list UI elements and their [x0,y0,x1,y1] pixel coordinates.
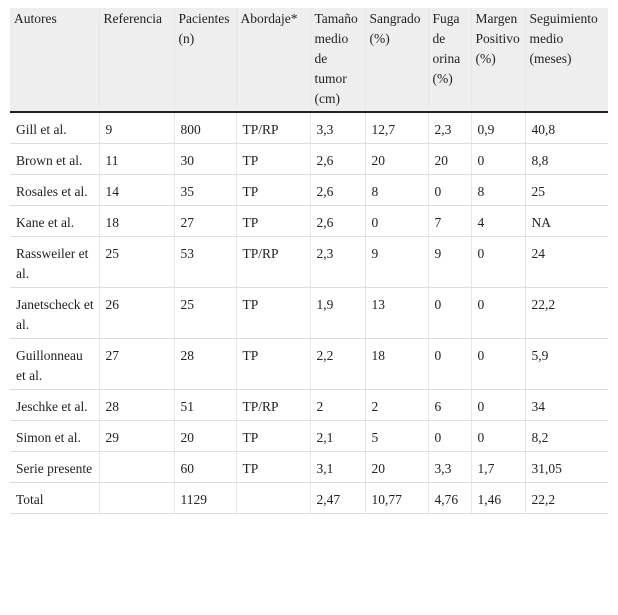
cell-abordaje: TP/RP [236,390,310,421]
cell-fuga: 0 [428,339,471,390]
cell-pacientes: 1129 [174,483,236,514]
header-pacientes: Pacientes (n) [174,8,236,112]
table-header [10,8,608,112]
cell-fuga: 0 [428,288,471,339]
cell-margen: 0 [471,288,525,339]
cell-margen: 1,46 [471,483,525,514]
cell-fuga: 4,76 [428,483,471,514]
cell-abordaje: TP [236,421,310,452]
table-row [10,421,608,452]
cell-margen: 0 [471,390,525,421]
cell-seguimiento: 22,2 [525,288,608,339]
cell-abordaje: TP [236,288,310,339]
cell-seguimiento: NA [525,206,608,237]
table-row [10,144,608,175]
cell-margen: 0 [471,339,525,390]
cell-referencia: 27 [99,339,174,390]
table-row [10,452,608,483]
cell-pacientes: 27 [174,206,236,237]
cell-seguimiento: 24 [525,237,608,288]
cell-autores: Janetscheck et al. [10,288,99,339]
cell-referencia: 25 [99,237,174,288]
cell-sangrado: 0 [365,206,428,237]
cell-margen: 0,9 [471,112,525,144]
cell-tamano: 2 [310,390,365,421]
table-row [10,339,608,390]
cell-referencia [99,452,174,483]
cell-pacientes: 28 [174,339,236,390]
header-seguimiento: Seguimiento medio (meses) [525,8,608,112]
cell-abordaje: TP/RP [236,237,310,288]
header-abordaje: Abordaje* [236,8,310,112]
cell-seguimiento: 31,05 [525,452,608,483]
cell-autores: Simon et al. [10,421,99,452]
table-row [10,237,608,288]
cell-seguimiento: 40,8 [525,112,608,144]
cell-sangrado: 20 [365,452,428,483]
cell-abordaje: TP [236,206,310,237]
cell-tamano: 3,1 [310,452,365,483]
table-row [10,483,608,514]
cell-pacientes: 53 [174,237,236,288]
cell-sangrado: 20 [365,144,428,175]
cell-seguimiento: 25 [525,175,608,206]
cell-sangrado: 18 [365,339,428,390]
table-row [10,175,608,206]
cell-margen: 0 [471,237,525,288]
cell-tamano: 2,6 [310,206,365,237]
cell-tamano: 2,1 [310,421,365,452]
header-autores: Autores [10,8,99,112]
cell-margen: 0 [471,144,525,175]
table-row [10,288,608,339]
cell-fuga: 0 [428,421,471,452]
cell-fuga: 6 [428,390,471,421]
cell-seguimiento: 5,9 [525,339,608,390]
cell-fuga: 2,3 [428,112,471,144]
results-table [10,8,608,514]
cell-tamano: 3,3 [310,112,365,144]
cell-fuga: 7 [428,206,471,237]
cell-fuga: 9 [428,237,471,288]
cell-abordaje: TP [236,452,310,483]
cell-abordaje: TP/RP [236,112,310,144]
cell-referencia: 28 [99,390,174,421]
cell-pacientes: 51 [174,390,236,421]
cell-autores: Gill et al. [10,112,99,144]
cell-pacientes: 800 [174,112,236,144]
header-row [10,8,608,112]
cell-tamano: 2,6 [310,144,365,175]
header-referencia: Referencia [99,8,174,112]
cell-margen: 1,7 [471,452,525,483]
cell-pacientes: 30 [174,144,236,175]
cell-sangrado: 2 [365,390,428,421]
cell-referencia: 18 [99,206,174,237]
table-row [10,390,608,421]
cell-seguimiento: 8,8 [525,144,608,175]
cell-abordaje: TP [236,339,310,390]
header-sangrado: Sangrado (%) [365,8,428,112]
cell-autores: Rosales et al. [10,175,99,206]
cell-margen: 0 [471,421,525,452]
cell-tamano: 2,3 [310,237,365,288]
header-fuga: Fuga de orina (%) [428,8,471,112]
cell-pacientes: 60 [174,452,236,483]
cell-margen: 4 [471,206,525,237]
cell-autores: Total [10,483,99,514]
cell-referencia: 26 [99,288,174,339]
cell-sangrado: 5 [365,421,428,452]
header-tamano: Tamaño medio de tumor (cm) [310,8,365,112]
cell-referencia: 9 [99,112,174,144]
cell-fuga: 3,3 [428,452,471,483]
cell-margen: 8 [471,175,525,206]
cell-fuga: 0 [428,175,471,206]
cell-abordaje [236,483,310,514]
cell-sangrado: 12,7 [365,112,428,144]
cell-seguimiento: 8,2 [525,421,608,452]
cell-abordaje: TP [236,175,310,206]
cell-seguimiento: 22,2 [525,483,608,514]
cell-sangrado: 8 [365,175,428,206]
cell-sangrado: 10,77 [365,483,428,514]
cell-autores: Kane et al. [10,206,99,237]
table-row [10,112,608,144]
cell-tamano: 1,9 [310,288,365,339]
cell-pacientes: 25 [174,288,236,339]
cell-tamano: 2,47 [310,483,365,514]
table-body [10,112,608,514]
cell-autores: Jeschke et al. [10,390,99,421]
cell-referencia: 11 [99,144,174,175]
table-row [10,206,608,237]
cell-sangrado: 13 [365,288,428,339]
cell-referencia [99,483,174,514]
cell-fuga: 20 [428,144,471,175]
cell-sangrado: 9 [365,237,428,288]
cell-pacientes: 35 [174,175,236,206]
cell-autores: Guillonneau et al. [10,339,99,390]
cell-abordaje: TP [236,144,310,175]
cell-autores: Rassweiler et al. [10,237,99,288]
cell-referencia: 29 [99,421,174,452]
cell-autores: Brown et al. [10,144,99,175]
cell-tamano: 2,2 [310,339,365,390]
cell-seguimiento: 34 [525,390,608,421]
cell-pacientes: 20 [174,421,236,452]
table-container [10,8,608,514]
cell-autores: Serie presente [10,452,99,483]
header-margen: Margen Positivo (%) [471,8,525,112]
cell-referencia: 14 [99,175,174,206]
cell-tamano: 2,6 [310,175,365,206]
